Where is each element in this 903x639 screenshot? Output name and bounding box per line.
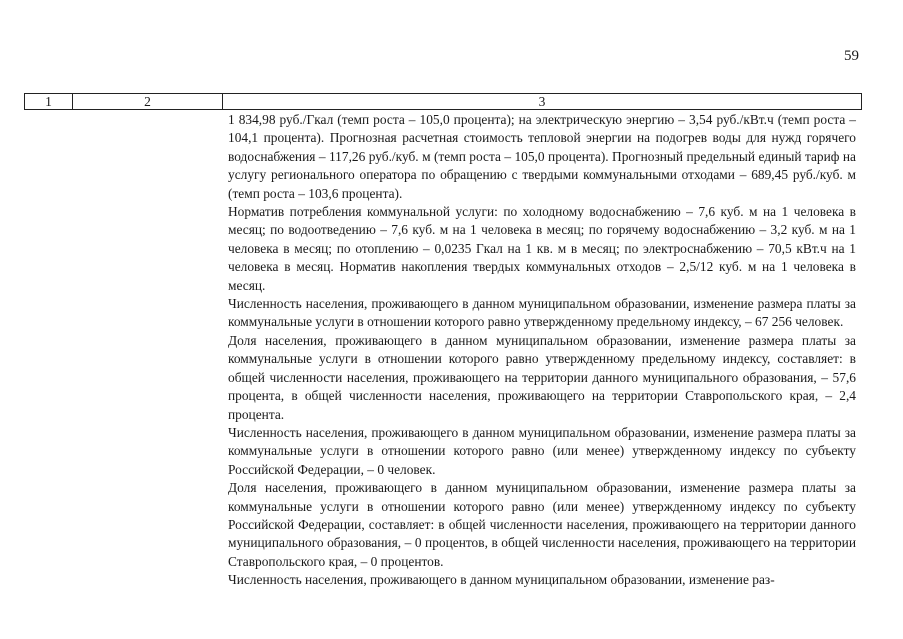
page-number: 59 — [844, 48, 859, 64]
paragraph-share-region-index: Доля населения, проживающего в данном муниципальном образовании, изменение размера платы за коммунальные услуги в отношении которого равно (или менее) утвержденному индексу по субъекту Российской Федерации, составляет: в общей численности населения, проживающего на территории данного муниципального образования, – 0 процентов, в общей численности населения, проживающего на территории Ставропольского края, – 0 процентов. — [228, 480, 856, 569]
table-header-row — [24, 93, 862, 110]
paragraph-population-equal-index: Численность населения, проживающего в данном муниципальном образовании, изменение размера платы за коммунальные услуги в отношении которого равно утвержденному предельному индексу, – 67 256 человек. — [228, 296, 856, 330]
document-body — [228, 111, 856, 590]
paragraph-population-region-index: Численность населения, проживающего в данном муниципальном образовании, изменение размера платы за коммунальные услуги в отношении которого равно (или менее) утвержденному индексу по субъекту Российской Федерации, – 0 человек. — [228, 424, 856, 477]
paragraph-consumption-norms: Норматив потребления коммунальной услуги: по холодному водоснабжению – 7,6 куб. м на 1 человека в месяц; по водоотведению – 7,6 куб. м на 1 человека в месяц; по горячему водоснабжению – 3,2 куб. м на 1 человека в месяц; по отоплению – 0,0235 Гкал на 1 кв. м в месяц; по электроснабжению – 70,5 кВт.ч на 1 человека в месяц. Норматив накопления твердых коммунальных отходов – 2,5/12 куб. м на 1 человека в месяц. — [228, 204, 856, 293]
paragraph-continuation: Численность населения, проживающего в данном муниципальном образовании, изменение раз- — [228, 572, 775, 588]
table-header-col-3: 3 — [538, 94, 546, 109]
table-header-col-1: 1 — [25, 94, 73, 109]
table-header-col-2: 2 — [73, 94, 223, 109]
paragraph-share-equal-index: Доля населения, проживающего в данном муниципальном образовании, изменение размера платы за коммунальные услуги в отношении которого равно утвержденному предельному индексу, составляет: в общей численности населения, проживающего на территории данного муниципального образования, – 57,6 процента, в общей численности населения, проживающего на территории Ставропольского края, – 2,4 процента. — [228, 332, 856, 422]
paragraph-tariffs: 1 834,98 руб./Гкал (темп роста – 105,0 процента); на электрическую энергию – 3,54 руб./кВт.ч (темп роста – 104,1 процента). Прогнозная расчетная стоимость тепловой энергии на подогрев воды для нужд горячего водоснабжения – 117,26 руб./куб. м (темп роста – 105,0 процента). Прогнозный предельный единый тариф на услугу регионального оператора по обращению с твердыми коммунальными отходами – 689,45 руб./куб. м (темп роста – 103,6 процента). — [228, 112, 856, 201]
